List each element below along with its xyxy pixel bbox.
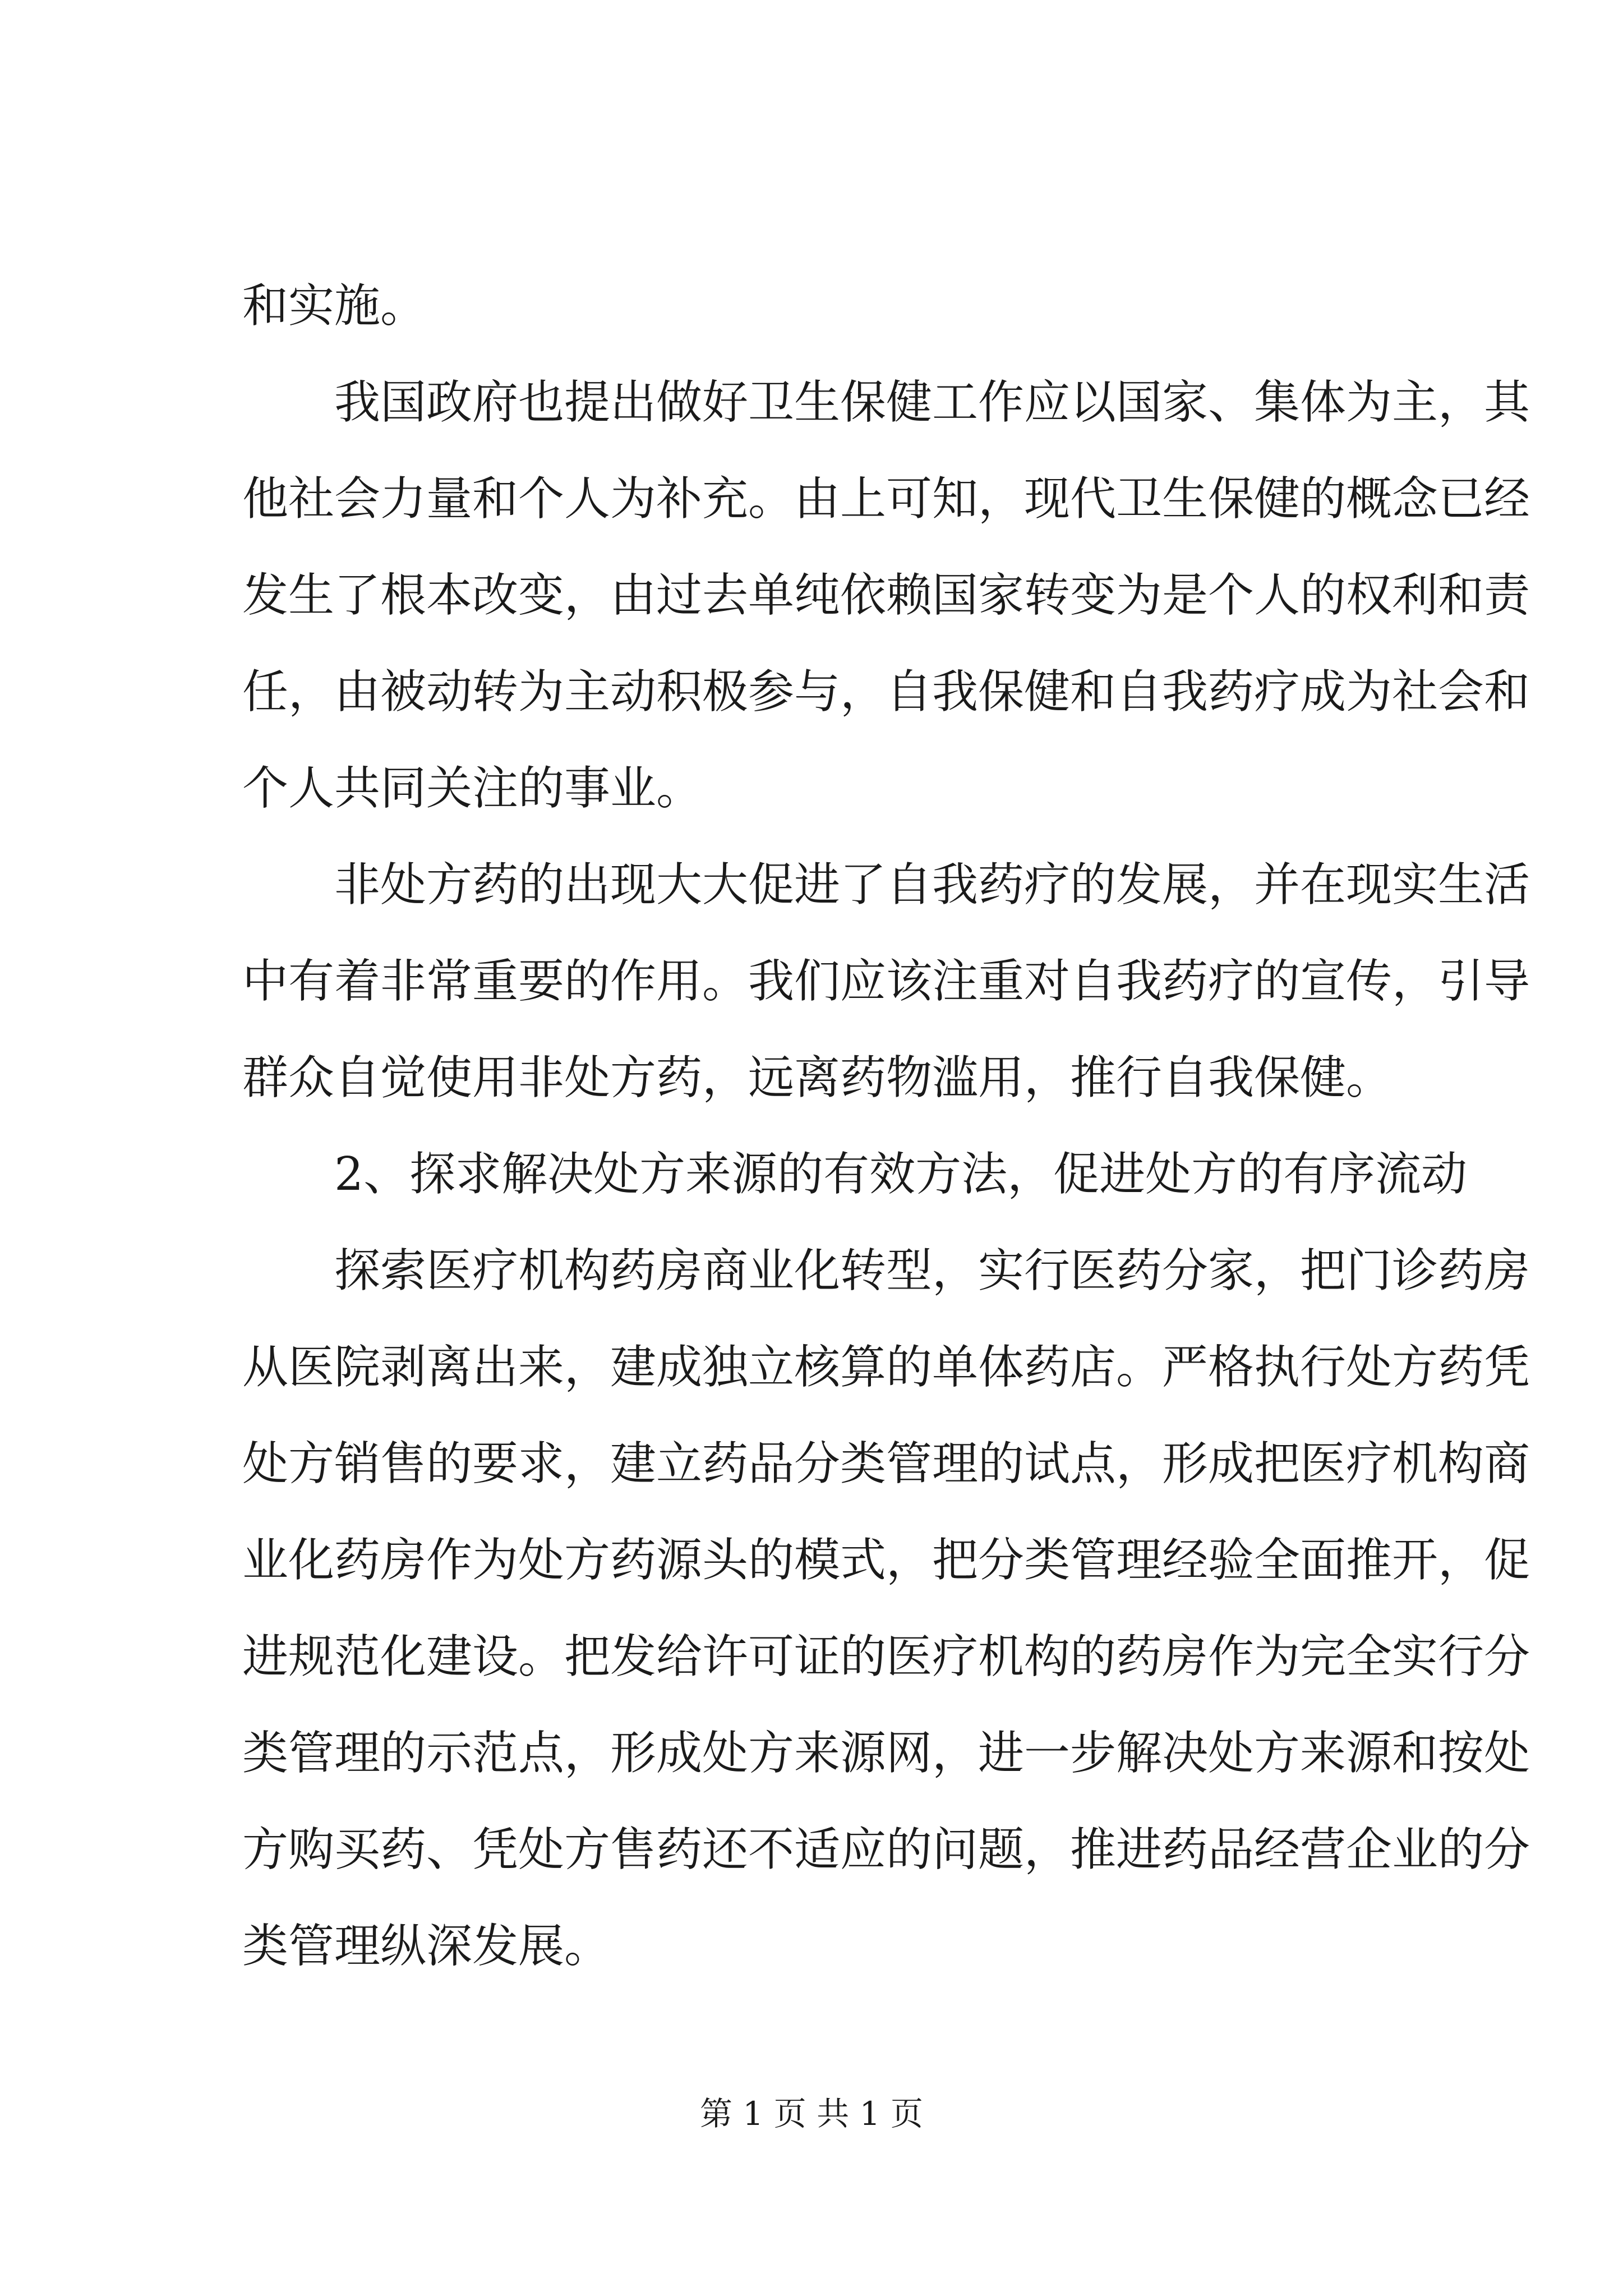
text-line: 任，由被动转为主动积极参与，自我保健和自我药疗成为社会和 (242, 665, 1530, 719)
text-line: 方购买药、凭处方售药还不适应的问题，推进药品经营企业的分 (242, 1823, 1530, 1876)
body-text (242, 258, 1530, 1995)
paragraph-first-line: 非处方药的出现大大促进了自我药疗的发展，并在现实生活 (334, 858, 1530, 912)
text-line: 处方销售的要求，建立药品分类管理的试点，形成把医疗机构商 (242, 1437, 1530, 1490)
text-line: 类管理纵深发展。 (242, 1920, 611, 1973)
text-line: 和实施。 (242, 279, 427, 333)
paragraph-first-line: 我国政府也提出做好卫生保健工作应以国家、集体为主，其 (334, 376, 1530, 429)
text-line: 进规范化建设。把发给许可证的医疗机构的药房作为完全实行分 (242, 1630, 1530, 1683)
text-line: 群众自觉使用非处方药，远离药物滥用，推行自我保健。 (242, 1051, 1393, 1105)
text-line: 他社会力量和个人为补充。由上可知，现代卫生保健的概念已经 (242, 472, 1530, 526)
section-heading: 2、探求解决处方来源的有效方法，促进处方的有序流动 (334, 1148, 1468, 1201)
text-line: 中有着非常重要的作用。我们应该注重对自我药疗的宣传，引导 (242, 955, 1530, 1008)
text-line: 业化药房作为处方药源头的模式，把分类管理经验全面推开，促 (242, 1534, 1530, 1587)
page-number-footer: 第 1 页 共 1 页 (700, 2095, 923, 2133)
text-line: 个人共同关注的事业。 (242, 762, 703, 815)
text-line: 类管理的示范点，形成处方来源网，进一步解决处方来源和按处 (242, 1727, 1530, 1780)
paragraph-first-line: 探索医疗机构药房商业化转型，实行医药分家，把门诊药房 (334, 1244, 1530, 1297)
text-line: 从医院剥离出来，建成独立核算的单体药店。严格执行处方药凭 (242, 1341, 1530, 1394)
text-line: 发生了根本改变，由过去单纯依赖国家转变为是个人的权利和责 (242, 569, 1530, 622)
